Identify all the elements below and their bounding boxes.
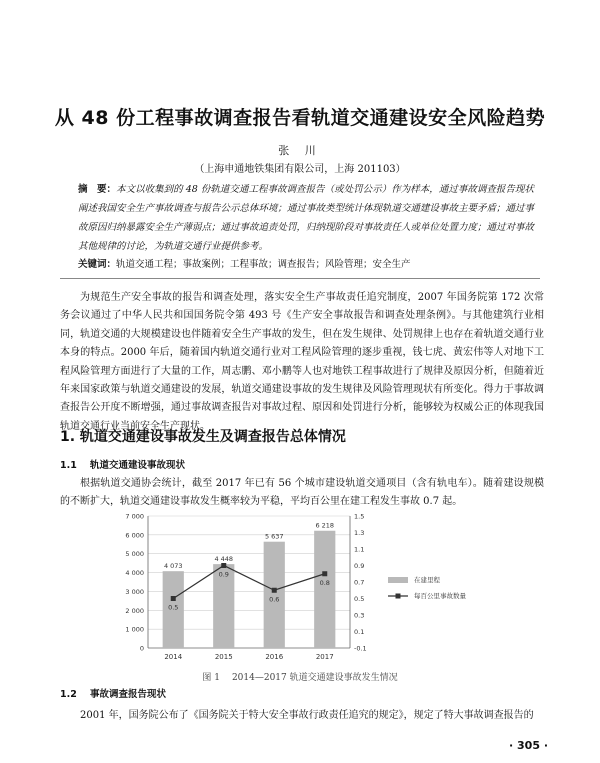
figure-number: 图 1: [202, 673, 220, 683]
author-affiliation: （上海申通地铁集团有限公司，上海 201103）: [194, 164, 406, 175]
figure-caption: [0, 670, 600, 683]
line-value-label: 0.8: [319, 578, 330, 587]
y-left-tick-label: 4 000: [125, 569, 144, 578]
keywords-block: [78, 256, 534, 274]
article-title: 从 48 份工程事故调查报告看轨道交通建设安全风险趋势: [54, 107, 546, 129]
y-left-tick-label: 3 000: [125, 587, 144, 596]
keywords-text: 轨道交通工程；事故案例；工程事故；调查报告；风险管理；安全生产: [116, 259, 411, 270]
subsection-title: 事故调查报告现状: [90, 689, 167, 700]
line-value-label: 0.6: [269, 595, 280, 604]
intro-paragraph: 为规范生产安全事故的报告和调查处理，落实安全生产事故责任追究制度，2007 年国务院第 172 次常务会议通过了中华人民共和国国务院令第 493 号《生产安全事故报告和调查处理条例》。与其他建筑行业相同，轨道交通的大规模建设也伴随着安全生产事故的发生，但在发生规律、处罚规律上也存在着轨道交通行业本身的特点。2000 年后，随着国内轨道交通行业对工程风险管理的逐步重视，钱七虎、黄宏伟等人对地下工程风险管理方面进行了大量的工作，周志鹏、邓小鹏等人也对地铁工程事故进行了规律及原因分析，但随着近年来国家政策与轨道交通建设的发展，轨道交通建设事故的发生规律及风险管理现状有所变化。得力于事故调查报告公开度不断增强，通过事故调查报告对事故过程、原因和处罚进行分析，能够较为权威公正的体现我国轨道交通行业当前安全生产现状。: [60, 292, 544, 432]
subsection-number: 1.2: [60, 689, 77, 700]
subsection-1-1-paragraph: 根据轨道交通协会统计，截至 2017 年已有 56 个城市建设轨道交通项目（含有轨电车）。随着建设规模的不断扩大，轨道交通建设事故发生概率较为平稳，平均百公里在建工程发生事故 0.7 起。: [60, 478, 544, 507]
line-point-2015: [221, 563, 226, 568]
bar-2017: [314, 531, 335, 648]
y-right-tick-label: 0.3: [354, 611, 365, 620]
subsection-heading-1-2: [60, 686, 166, 700]
bar-value-label: 6 218: [315, 521, 335, 530]
y-right-tick-label: 0.1: [354, 628, 365, 636]
bar-value-label: 4 448: [214, 555, 234, 564]
y-left-tick-label: 2 000: [125, 606, 144, 615]
y-left-tick-label: 0: [139, 644, 144, 653]
y-right-tick-label: 0.9: [354, 562, 365, 570]
y-right-tick-label: 1.3: [354, 529, 365, 537]
line-value-label: 0.9: [218, 570, 229, 579]
bar-value-label: 5 637: [264, 532, 284, 541]
subsection-1-2-paragraph: 2001 年，国务院公布了《国务院关于特大安全事故行政责任追究的规定》，规定了特大事故调查报告的: [80, 710, 534, 721]
section-heading-1: 1. 轨道交通建设事故发生及调查报告总体情况: [60, 429, 346, 445]
legend-marker-line: [396, 594, 401, 599]
abstract-divider: [60, 278, 540, 279]
legend-label-line: 每百公里事故数量: [414, 592, 466, 600]
line-value-label: 0.5: [168, 603, 179, 612]
subsection-heading-1-1: [60, 457, 185, 471]
line-point-2016: [272, 588, 277, 593]
figure-chart: [110, 508, 490, 668]
line-point-2014: [171, 596, 176, 601]
abstract-text: 本文以收集到的 48 份轨道交通工程事故调查报告（或处罚公示）作为样本，通过事故调查报告现状阐述我国安全生产事故调查与报告公示总体环境；通过事故类型统计体现轨道交通建设事故主要矛盾；通过事故原因归纳暴露安全生产薄弱点；通过事故追责处罚，归纳现阶段对事故责任人或单位处置力度；通过对事故其他规律的讨论，为轨道交通行业提供参考。: [78, 184, 535, 252]
abstract-block: [78, 180, 534, 256]
line-point-2017: [322, 571, 327, 576]
author-name: 张 川: [278, 144, 322, 157]
y-right-tick-label: -0.1: [354, 644, 367, 653]
y-left-tick-label: 6 000: [125, 531, 144, 540]
legend-swatch-bars: [388, 577, 408, 583]
y-right-tick-label: 0.5: [354, 595, 365, 603]
y-left-tick-label: 7 000: [125, 512, 144, 521]
x-tick-label: 2017: [315, 653, 334, 661]
y-left-tick-label: 1 000: [125, 625, 144, 634]
figure-caption-text: 2014—2017 轨道交通建设事故发生情况: [231, 673, 398, 683]
abstract-label: 摘 要：: [78, 184, 117, 195]
line-series-accidents: [173, 566, 325, 599]
y-right-tick-label: 0.7: [354, 578, 365, 587]
legend-label-bars: 在建里程: [414, 576, 440, 584]
y-right-tick-label: 1.5: [354, 512, 365, 521]
y-right-tick-label: 1.1: [354, 545, 365, 554]
subsection-title: 轨道交通建设事故现状: [90, 460, 186, 471]
subsection-number: 1.1: [60, 460, 77, 471]
bar-value-label: 4 073: [163, 562, 183, 571]
y-left-tick-label: 5 000: [125, 550, 144, 559]
x-tick-label: 2015: [214, 653, 233, 661]
x-tick-label: 2016: [265, 653, 284, 661]
x-tick-label: 2014: [164, 653, 183, 661]
keywords-label: 关键词：: [78, 259, 117, 270]
page-number: · 305 ·: [509, 739, 548, 752]
